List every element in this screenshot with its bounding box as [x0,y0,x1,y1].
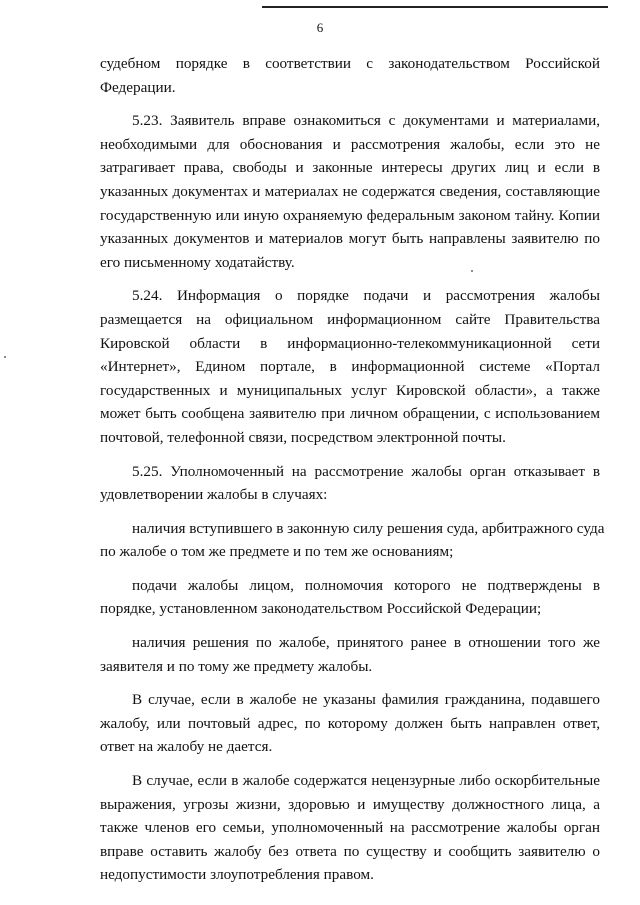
text-line: ответ на жалобу не дается. [100,738,273,756]
paragraph-obscene [100,769,600,887]
text-line: заявителя и по тому же предмету жалобы. [100,657,373,675]
text-line: судебном порядке в соответствии с законодательством Российской [100,55,600,72]
text-line: удовлетворении жалобы в случаях: [100,486,328,504]
paragraph-p-5-25 [100,460,600,507]
text-line: почтовой, телефонной связи, посредством электронной почты. [100,428,506,446]
text-line: 5.25. Уполномоченный на рассмотрение жалобы орган отказывает в [132,462,600,480]
paragraph-p-5-23 [100,109,600,274]
text-line: государственную или иную охраняемую федеральным законом тайну. Копии [100,206,600,224]
text-line: необходимыми для обоснования и рассмотрения жалобы, если это не [100,135,600,153]
page-number: 6 [316,20,324,35]
paragraph-no-name [100,688,600,759]
text-line: «Интернет», Едином портале, в информационной системе «Портал [100,358,600,376]
text-line: подачи жалобы лицом, полномочия которого не подтверждены в [132,576,600,594]
text-line: по жалобе о том же предмете и по тем же основаниям; [100,543,454,561]
text-line: указанных документов и материалов могут быть направлены заявителю по [100,230,600,248]
text-line: также членов его семьи, уполномоченный на рассмотрение жалобы орган [100,819,600,837]
paragraph-p-5-24 [100,284,600,449]
text-line: может быть сообщена заявителю при личном обращении, с использованием [100,405,600,423]
text-line: наличия решения по жалобе, принятого ранее в отношении того же [132,634,600,652]
paragraph-case-court [100,517,605,564]
text-line: 5.24. Информация о порядке подачи и рассмотрения жалобы [132,287,600,305]
text-line: государственных и муниципальных услуг Кировской области», а также [100,381,600,399]
text-line: затрагивает права, свободы и законные интересы других лиц и если в [100,159,600,177]
paragraph-case-prior [100,631,600,678]
document-body [100,52,605,897]
text-line: указанных документах и материалах не содержатся сведения, составляющие [100,182,600,200]
text-line: размещается на официальном информационном сайте Правительства [100,310,600,328]
text-line: порядке, установленном законодательством Российской Федерации; [100,600,542,618]
text-line: вправе оставить жалобу без ответа по существу и сообщить заявителю о [100,842,600,860]
text-line: выражения, угрозы жизни, здоровью и имуществу должностного лица, а [100,795,600,813]
top-rule [262,6,608,8]
text-line: В случае, если в жалобе не указаны фамилия гражданина, подавшего [132,691,600,709]
text-line: Кировской области в информационно-телекоммуникационной сети [100,334,600,352]
text-line: 5.23. Заявитель вправе ознакомиться с документами и материалами, [132,112,600,130]
text-line: наличия вступившего в законную силу решения суда, арбитражного суда [132,519,605,537]
scan-speck [471,270,473,272]
text-line: жалобу, или почтовый адрес, по которому должен быть направлен ответ, [100,714,600,732]
text-line: Федерации. [100,78,176,96]
text-line: В случае, если в жалобе содержатся нецензурные либо оскорбительные [132,772,600,790]
text-line: недопустимости злоупотребления правом. [100,866,374,884]
scan-speck [4,356,6,358]
text-line: его письменному ходатайству. [100,253,295,271]
paragraph-continuation [100,52,600,99]
paragraph-case-authority [100,574,600,621]
